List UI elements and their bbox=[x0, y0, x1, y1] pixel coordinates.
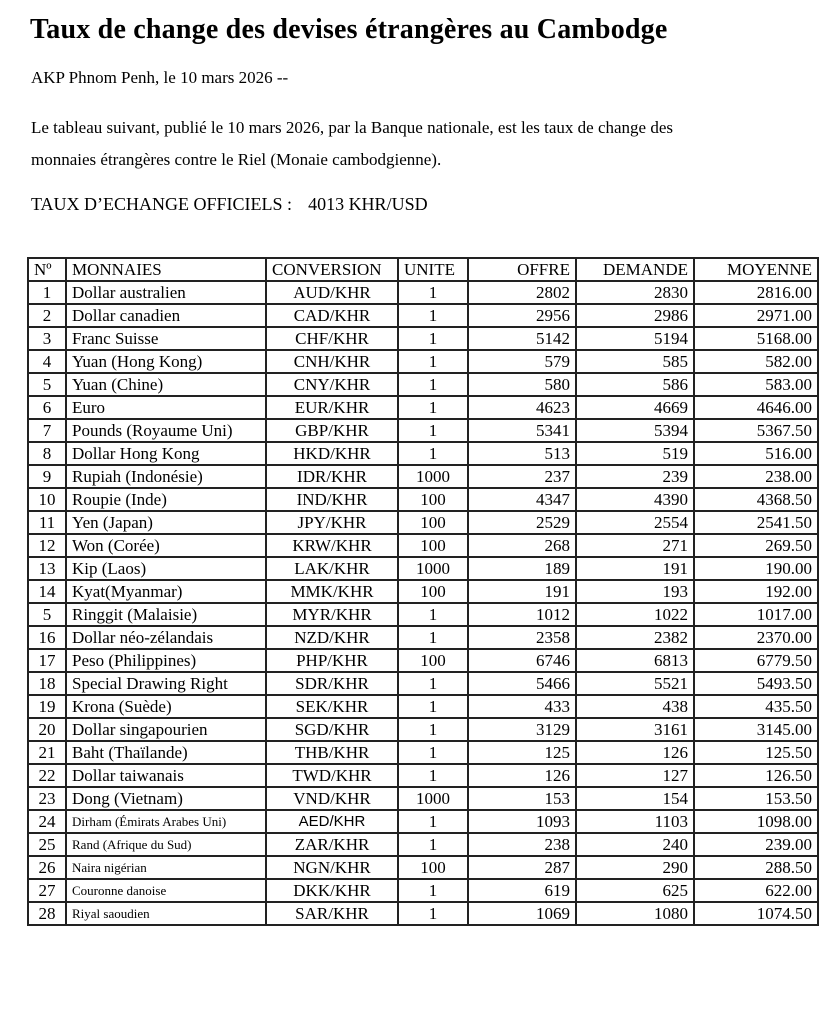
cell-average-rate: 1017.00 bbox=[694, 603, 818, 626]
cell-demand-rate: 126 bbox=[576, 741, 694, 764]
cell-unit: 1000 bbox=[398, 787, 468, 810]
cell-unit: 1000 bbox=[398, 557, 468, 580]
cell-average-rate: 516.00 bbox=[694, 442, 818, 465]
cell-offer-rate: 619 bbox=[468, 879, 576, 902]
cell-currency-name: Franc Suisse bbox=[66, 327, 266, 350]
table-row bbox=[28, 511, 818, 534]
cell-demand-rate: 585 bbox=[576, 350, 694, 373]
cell-average-rate: 4646.00 bbox=[694, 396, 818, 419]
table-row bbox=[28, 373, 818, 396]
cell-offer-rate: 3129 bbox=[468, 718, 576, 741]
cell-currency-name: Yuan (Chine) bbox=[66, 373, 266, 396]
official-rate-label: TAUX D’ECHANGE OFFICIELS : bbox=[31, 194, 293, 215]
table-header bbox=[28, 258, 818, 281]
cell-unit: 1 bbox=[398, 442, 468, 465]
cell-unit: 1 bbox=[398, 833, 468, 856]
cell-unit: 1 bbox=[398, 626, 468, 649]
table-row bbox=[28, 718, 818, 741]
cell-offer-rate: 5142 bbox=[468, 327, 576, 350]
cell-average-rate: 190.00 bbox=[694, 557, 818, 580]
cell-conversion-code: IND/KHR bbox=[266, 488, 398, 511]
cell-unit: 100 bbox=[398, 649, 468, 672]
cell-average-rate: 2971.00 bbox=[694, 304, 818, 327]
cell-demand-rate: 191 bbox=[576, 557, 694, 580]
cell-number: 4 bbox=[28, 350, 66, 373]
cell-unit: 100 bbox=[398, 580, 468, 603]
cell-demand-rate: 271 bbox=[576, 534, 694, 557]
cell-unit: 1 bbox=[398, 603, 468, 626]
cell-currency-name: Ringgit (Malaisie) bbox=[66, 603, 266, 626]
cell-conversion-code: PHP/KHR bbox=[266, 649, 398, 672]
cell-demand-rate: 2382 bbox=[576, 626, 694, 649]
intro-paragraph bbox=[31, 112, 806, 176]
cell-currency-name: Roupie (Inde) bbox=[66, 488, 266, 511]
table-row bbox=[28, 304, 818, 327]
cell-currency-name: Peso (Philippines) bbox=[66, 649, 266, 672]
cell-conversion-code: AED/KHR bbox=[266, 810, 398, 833]
column-header-number: Nº bbox=[28, 258, 66, 281]
table-row bbox=[28, 626, 818, 649]
cell-average-rate: 5168.00 bbox=[694, 327, 818, 350]
cell-demand-rate: 3161 bbox=[576, 718, 694, 741]
table-row bbox=[28, 534, 818, 557]
cell-currency-name: Pounds (Royaume Uni) bbox=[66, 419, 266, 442]
cell-average-rate: 5367.50 bbox=[694, 419, 818, 442]
cell-currency-name: Naira nigérian bbox=[66, 856, 266, 879]
cell-offer-rate: 4623 bbox=[468, 396, 576, 419]
cell-currency-name: Yen (Japan) bbox=[66, 511, 266, 534]
table-body bbox=[28, 281, 818, 925]
cell-number: 21 bbox=[28, 741, 66, 764]
cell-conversion-code: TWD/KHR bbox=[266, 764, 398, 787]
cell-average-rate: 2370.00 bbox=[694, 626, 818, 649]
cell-demand-rate: 625 bbox=[576, 879, 694, 902]
cell-conversion-code: EUR/KHR bbox=[266, 396, 398, 419]
cell-number: 18 bbox=[28, 672, 66, 695]
cell-number: 28 bbox=[28, 902, 66, 925]
cell-offer-rate: 1069 bbox=[468, 902, 576, 925]
cell-offer-rate: 5341 bbox=[468, 419, 576, 442]
cell-currency-name: Dollar néo-zélandais bbox=[66, 626, 266, 649]
cell-unit: 1 bbox=[398, 764, 468, 787]
cell-offer-rate: 126 bbox=[468, 764, 576, 787]
page-title: Taux de change des devises étrangères au Cambodge bbox=[30, 14, 668, 45]
cell-conversion-code: SEK/KHR bbox=[266, 695, 398, 718]
official-rate-line bbox=[31, 194, 819, 215]
cell-demand-rate: 1103 bbox=[576, 810, 694, 833]
cell-offer-rate: 1012 bbox=[468, 603, 576, 626]
cell-offer-rate: 2529 bbox=[468, 511, 576, 534]
table-row bbox=[28, 856, 818, 879]
cell-conversion-code: JPY/KHR bbox=[266, 511, 398, 534]
cell-offer-rate: 580 bbox=[468, 373, 576, 396]
cell-conversion-code: LAK/KHR bbox=[266, 557, 398, 580]
cell-demand-rate: 4669 bbox=[576, 396, 694, 419]
cell-conversion-code: KRW/KHR bbox=[266, 534, 398, 557]
cell-number: 26 bbox=[28, 856, 66, 879]
cell-number: 19 bbox=[28, 695, 66, 718]
cell-average-rate: 6779.50 bbox=[694, 649, 818, 672]
cell-number: 5 bbox=[28, 603, 66, 626]
cell-demand-rate: 586 bbox=[576, 373, 694, 396]
cell-offer-rate: 238 bbox=[468, 833, 576, 856]
cell-unit: 1 bbox=[398, 741, 468, 764]
official-rate-value: 4013 KHR/USD bbox=[308, 194, 428, 215]
cell-demand-rate: 290 bbox=[576, 856, 694, 879]
table-row bbox=[28, 787, 818, 810]
cell-unit: 1 bbox=[398, 718, 468, 741]
cell-currency-name: Special Drawing Right bbox=[66, 672, 266, 695]
cell-unit: 1 bbox=[398, 304, 468, 327]
cell-demand-rate: 519 bbox=[576, 442, 694, 465]
cell-number: 12 bbox=[28, 534, 66, 557]
cell-demand-rate: 4390 bbox=[576, 488, 694, 511]
cell-offer-rate: 579 bbox=[468, 350, 576, 373]
cell-conversion-code: NGN/KHR bbox=[266, 856, 398, 879]
cell-currency-name: Dong (Vietnam) bbox=[66, 787, 266, 810]
cell-currency-name: Kip (Laos) bbox=[66, 557, 266, 580]
cell-average-rate: 192.00 bbox=[694, 580, 818, 603]
cell-average-rate: 5493.50 bbox=[694, 672, 818, 695]
cell-average-rate: 125.50 bbox=[694, 741, 818, 764]
cell-number: 22 bbox=[28, 764, 66, 787]
column-header-conversion-code: CONVERSION bbox=[266, 258, 398, 281]
table-row bbox=[28, 603, 818, 626]
table-row bbox=[28, 695, 818, 718]
cell-demand-rate: 5194 bbox=[576, 327, 694, 350]
cell-offer-rate: 153 bbox=[468, 787, 576, 810]
cell-conversion-code: MMK/KHR bbox=[266, 580, 398, 603]
cell-unit: 1 bbox=[398, 695, 468, 718]
cell-conversion-code: SGD/KHR bbox=[266, 718, 398, 741]
cell-average-rate: 4368.50 bbox=[694, 488, 818, 511]
cell-unit: 100 bbox=[398, 534, 468, 557]
cell-unit: 1 bbox=[398, 396, 468, 419]
table-row bbox=[28, 419, 818, 442]
cell-offer-rate: 5466 bbox=[468, 672, 576, 695]
cell-conversion-code: SAR/KHR bbox=[266, 902, 398, 925]
cell-average-rate: 3145.00 bbox=[694, 718, 818, 741]
cell-conversion-code: CAD/KHR bbox=[266, 304, 398, 327]
cell-unit: 1 bbox=[398, 350, 468, 373]
cell-demand-rate: 2986 bbox=[576, 304, 694, 327]
cell-number: 10 bbox=[28, 488, 66, 511]
cell-conversion-code: DKK/KHR bbox=[266, 879, 398, 902]
cell-demand-rate: 127 bbox=[576, 764, 694, 787]
cell-conversion-code: ZAR/KHR bbox=[266, 833, 398, 856]
table-row bbox=[28, 764, 818, 787]
cell-currency-name: Dollar taiwanais bbox=[66, 764, 266, 787]
cell-unit: 1 bbox=[398, 281, 468, 304]
cell-average-rate: 126.50 bbox=[694, 764, 818, 787]
cell-unit: 1 bbox=[398, 902, 468, 925]
cell-number: 9 bbox=[28, 465, 66, 488]
table-row bbox=[28, 810, 818, 833]
cell-demand-rate: 1022 bbox=[576, 603, 694, 626]
cell-demand-rate: 6813 bbox=[576, 649, 694, 672]
cell-demand-rate: 193 bbox=[576, 580, 694, 603]
column-header-offer-rate: OFFRE bbox=[468, 258, 576, 281]
cell-currency-name: Couronne danoise bbox=[66, 879, 266, 902]
cell-offer-rate: 2802 bbox=[468, 281, 576, 304]
cell-average-rate: 582.00 bbox=[694, 350, 818, 373]
cell-conversion-code: GBP/KHR bbox=[266, 419, 398, 442]
cell-number: 5 bbox=[28, 373, 66, 396]
cell-number: 2 bbox=[28, 304, 66, 327]
cell-number: 27 bbox=[28, 879, 66, 902]
cell-unit: 1 bbox=[398, 373, 468, 396]
cell-offer-rate: 287 bbox=[468, 856, 576, 879]
cell-unit: 100 bbox=[398, 488, 468, 511]
cell-conversion-code: HKD/KHR bbox=[266, 442, 398, 465]
table-row bbox=[28, 672, 818, 695]
cell-average-rate: 239.00 bbox=[694, 833, 818, 856]
document-page bbox=[0, 14, 819, 1014]
cell-currency-name: Yuan (Hong Kong) bbox=[66, 350, 266, 373]
cell-number: 16 bbox=[28, 626, 66, 649]
cell-conversion-code: THB/KHR bbox=[266, 741, 398, 764]
table-row bbox=[28, 327, 818, 350]
cell-currency-name: Dollar Hong Kong bbox=[66, 442, 266, 465]
cell-currency-name: Rupiah (Indonésie) bbox=[66, 465, 266, 488]
cell-unit: 100 bbox=[398, 856, 468, 879]
column-header-demand-rate: DEMANDE bbox=[576, 258, 694, 281]
cell-number: 25 bbox=[28, 833, 66, 856]
cell-offer-rate: 1093 bbox=[468, 810, 576, 833]
table-header-row bbox=[28, 258, 818, 281]
table-row bbox=[28, 649, 818, 672]
cell-conversion-code: SDR/KHR bbox=[266, 672, 398, 695]
intro-line-2: monnaies étrangères contre le Riel (Monaie cambodgienne). bbox=[31, 150, 442, 170]
cell-demand-rate: 438 bbox=[576, 695, 694, 718]
cell-unit: 1000 bbox=[398, 465, 468, 488]
cell-conversion-code: AUD/KHR bbox=[266, 281, 398, 304]
cell-offer-rate: 4347 bbox=[468, 488, 576, 511]
cell-average-rate: 269.50 bbox=[694, 534, 818, 557]
cell-currency-name: Rand (Afrique du Sud) bbox=[66, 833, 266, 856]
cell-offer-rate: 513 bbox=[468, 442, 576, 465]
table-row bbox=[28, 396, 818, 419]
cell-conversion-code: VND/KHR bbox=[266, 787, 398, 810]
cell-currency-name: Euro bbox=[66, 396, 266, 419]
cell-demand-rate: 239 bbox=[576, 465, 694, 488]
cell-offer-rate: 189 bbox=[468, 557, 576, 580]
cell-currency-name: Riyal saoudien bbox=[66, 902, 266, 925]
table-row bbox=[28, 879, 818, 902]
cell-unit: 1 bbox=[398, 879, 468, 902]
intro-line-1: Le tableau suivant, publié le 10 mars 2026, par la Banque nationale, est les taux de change des bbox=[31, 118, 674, 138]
cell-conversion-code: IDR/KHR bbox=[266, 465, 398, 488]
cell-offer-rate: 125 bbox=[468, 741, 576, 764]
cell-offer-rate: 2956 bbox=[468, 304, 576, 327]
table-row bbox=[28, 741, 818, 764]
cell-number: 17 bbox=[28, 649, 66, 672]
cell-currency-name: Dollar canadien bbox=[66, 304, 266, 327]
cell-average-rate: 1098.00 bbox=[694, 810, 818, 833]
cell-unit: 1 bbox=[398, 810, 468, 833]
cell-conversion-code: CNY/KHR bbox=[266, 373, 398, 396]
cell-demand-rate: 5521 bbox=[576, 672, 694, 695]
cell-conversion-code: CHF/KHR bbox=[266, 327, 398, 350]
table-row bbox=[28, 488, 818, 511]
column-header-currency-name: MONNAIES bbox=[66, 258, 266, 281]
cell-average-rate: 2541.50 bbox=[694, 511, 818, 534]
cell-number: 3 bbox=[28, 327, 66, 350]
cell-currency-name: Dollar singapourien bbox=[66, 718, 266, 741]
cell-number: 13 bbox=[28, 557, 66, 580]
cell-average-rate: 622.00 bbox=[694, 879, 818, 902]
cell-demand-rate: 1080 bbox=[576, 902, 694, 925]
cell-demand-rate: 2830 bbox=[576, 281, 694, 304]
cell-number: 11 bbox=[28, 511, 66, 534]
cell-number: 6 bbox=[28, 396, 66, 419]
cell-unit: 1 bbox=[398, 672, 468, 695]
cell-currency-name: Dirham (Émirats Arabes Uni) bbox=[66, 810, 266, 833]
table-row bbox=[28, 350, 818, 373]
cell-number: 1 bbox=[28, 281, 66, 304]
cell-number: 24 bbox=[28, 810, 66, 833]
cell-offer-rate: 2358 bbox=[468, 626, 576, 649]
cell-currency-name: Won (Corée) bbox=[66, 534, 266, 557]
table-row bbox=[28, 281, 818, 304]
cell-conversion-code: NZD/KHR bbox=[266, 626, 398, 649]
exchange-rates-table bbox=[27, 257, 819, 926]
cell-currency-name: Baht (Thaïlande) bbox=[66, 741, 266, 764]
table-row bbox=[28, 465, 818, 488]
cell-number: 23 bbox=[28, 787, 66, 810]
cell-demand-rate: 154 bbox=[576, 787, 694, 810]
cell-average-rate: 1074.50 bbox=[694, 902, 818, 925]
cell-unit: 1 bbox=[398, 327, 468, 350]
cell-conversion-code: MYR/KHR bbox=[266, 603, 398, 626]
table-row bbox=[28, 580, 818, 603]
cell-number: 14 bbox=[28, 580, 66, 603]
dateline: AKP Phnom Penh, le 10 mars 2026 -- bbox=[31, 68, 289, 88]
cell-demand-rate: 5394 bbox=[576, 419, 694, 442]
table-row bbox=[28, 902, 818, 925]
cell-offer-rate: 6746 bbox=[468, 649, 576, 672]
cell-unit: 100 bbox=[398, 511, 468, 534]
cell-offer-rate: 268 bbox=[468, 534, 576, 557]
cell-average-rate: 583.00 bbox=[694, 373, 818, 396]
cell-number: 20 bbox=[28, 718, 66, 741]
cell-number: 7 bbox=[28, 419, 66, 442]
table-row bbox=[28, 557, 818, 580]
column-header-average-rate: MOYENNE bbox=[694, 258, 818, 281]
cell-average-rate: 435.50 bbox=[694, 695, 818, 718]
cell-offer-rate: 433 bbox=[468, 695, 576, 718]
cell-average-rate: 153.50 bbox=[694, 787, 818, 810]
cell-unit: 1 bbox=[398, 419, 468, 442]
cell-currency-name: Krona (Suède) bbox=[66, 695, 266, 718]
cell-demand-rate: 240 bbox=[576, 833, 694, 856]
cell-offer-rate: 191 bbox=[468, 580, 576, 603]
cell-offer-rate: 237 bbox=[468, 465, 576, 488]
cell-average-rate: 2816.00 bbox=[694, 281, 818, 304]
cell-average-rate: 238.00 bbox=[694, 465, 818, 488]
cell-number: 8 bbox=[28, 442, 66, 465]
cell-demand-rate: 2554 bbox=[576, 511, 694, 534]
column-header-unit: UNITE bbox=[398, 258, 468, 281]
table-row bbox=[28, 833, 818, 856]
cell-average-rate: 288.50 bbox=[694, 856, 818, 879]
table-row bbox=[28, 442, 818, 465]
cell-currency-name: Dollar australien bbox=[66, 281, 266, 304]
cell-conversion-code: CNH/KHR bbox=[266, 350, 398, 373]
cell-currency-name: Kyat(Myanmar) bbox=[66, 580, 266, 603]
